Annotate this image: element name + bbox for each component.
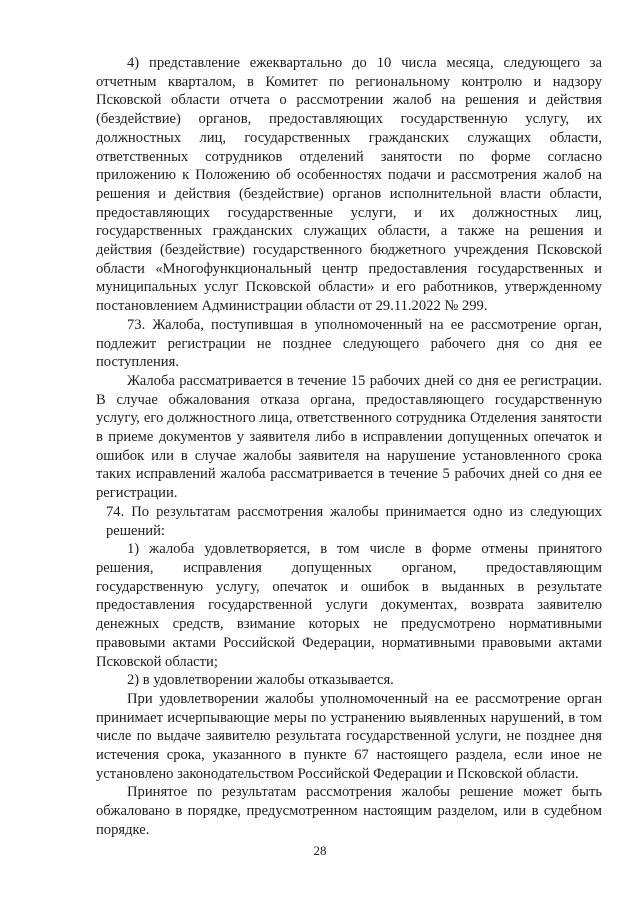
paragraph-clause-74: 74. По результатам рассмотрения жалобы принимается одно из следующих решений:: [106, 503, 602, 539]
paragraph-appeal: Принятое по результатам рассмотрения жалобы решение может быть обжаловано в порядке, предусмотренном настоящим разделом, или в судебном порядке.: [96, 784, 602, 838]
paragraph-decision-2: 2) в удовлетворении жалобы отказывается.: [127, 672, 394, 689]
paragraph-item-4: 4) представление ежеквартально до 10 числа месяца, следующего за отчетным кварталом, в Комитет по региональному контролю и надзору Псковской области отчета о рассмотрении жалоб на решения и действия (бездействие) органов, предоставляющих государственную услугу, их должностных лиц, государственных гражданских служащих области, ответственных сотрудников отделений занятости по форме согласно приложению к Положению об особенностях подачи и рассмотрения жалоб на решения и действия (бездействие) органов исполнительной власти области, предоставляющих государственные услуги, и их должностных лиц, государственных гражданских служащих области, а также на решения и действия (бездействие) государственного бюджетного учреждения Псковской области «Многофункциональный центр предоставления государственных и муниципальных услуг Псковской области» и его работников, утвержденному постановлением Администрации области от 29.11.2022 № 299.: [96, 55, 602, 315]
paragraph-review-period: Жалоба рассматривается в течение 15 рабочих дней со дня ее регистрации. В случае обжалования отказа органа, предоставляющего государственную услугу, его должностного лица, ответственного сотрудника Отделения занятости в приеме документов у заявителя либо в исправлении допущенных опечаток и ошибок или в случае жалобы заявителя на нарушение установленного срока таких исправлений жалоба рассматривается в течение 5 рабочих дней со дня ее регистрации.: [96, 372, 602, 502]
paragraph-decision-1: 1) жалоба удовлетворяется, в том числе в форме отмены принятого решения, исправления допущенных органом, предоставляющим государственную услугу, опечаток и ошибок в выданных в результате предоставления государственной услуги документах, возврата заявителю денежных средств, взимание которых не предусмотрено нормативными правовыми актами Российской Федерации, нормативными правовыми актами Псковской области;: [96, 541, 602, 670]
document-body: [96, 54, 602, 840]
paragraph-clause-73: 73. Жалоба, поступившая в уполномоченный на ее рассмотрение орган, подлежит регистрации не позднее следующего рабочего дня со дня ее поступления.: [96, 316, 602, 371]
page-number: 28: [313, 843, 327, 858]
paragraph-satisfaction-measures: При удовлетворении жалобы уполномоченный на ее рассмотрение орган принимает исчерпывающие меры по устранению выявленных нарушений, в том числе по выдаче заявителю результата государственной услуги, не позднее дня истечения срока, указанного в пункте 67 настоящего раздела, если иное не установлено законодательством Российской Федерации и Псковской области.: [96, 690, 602, 782]
